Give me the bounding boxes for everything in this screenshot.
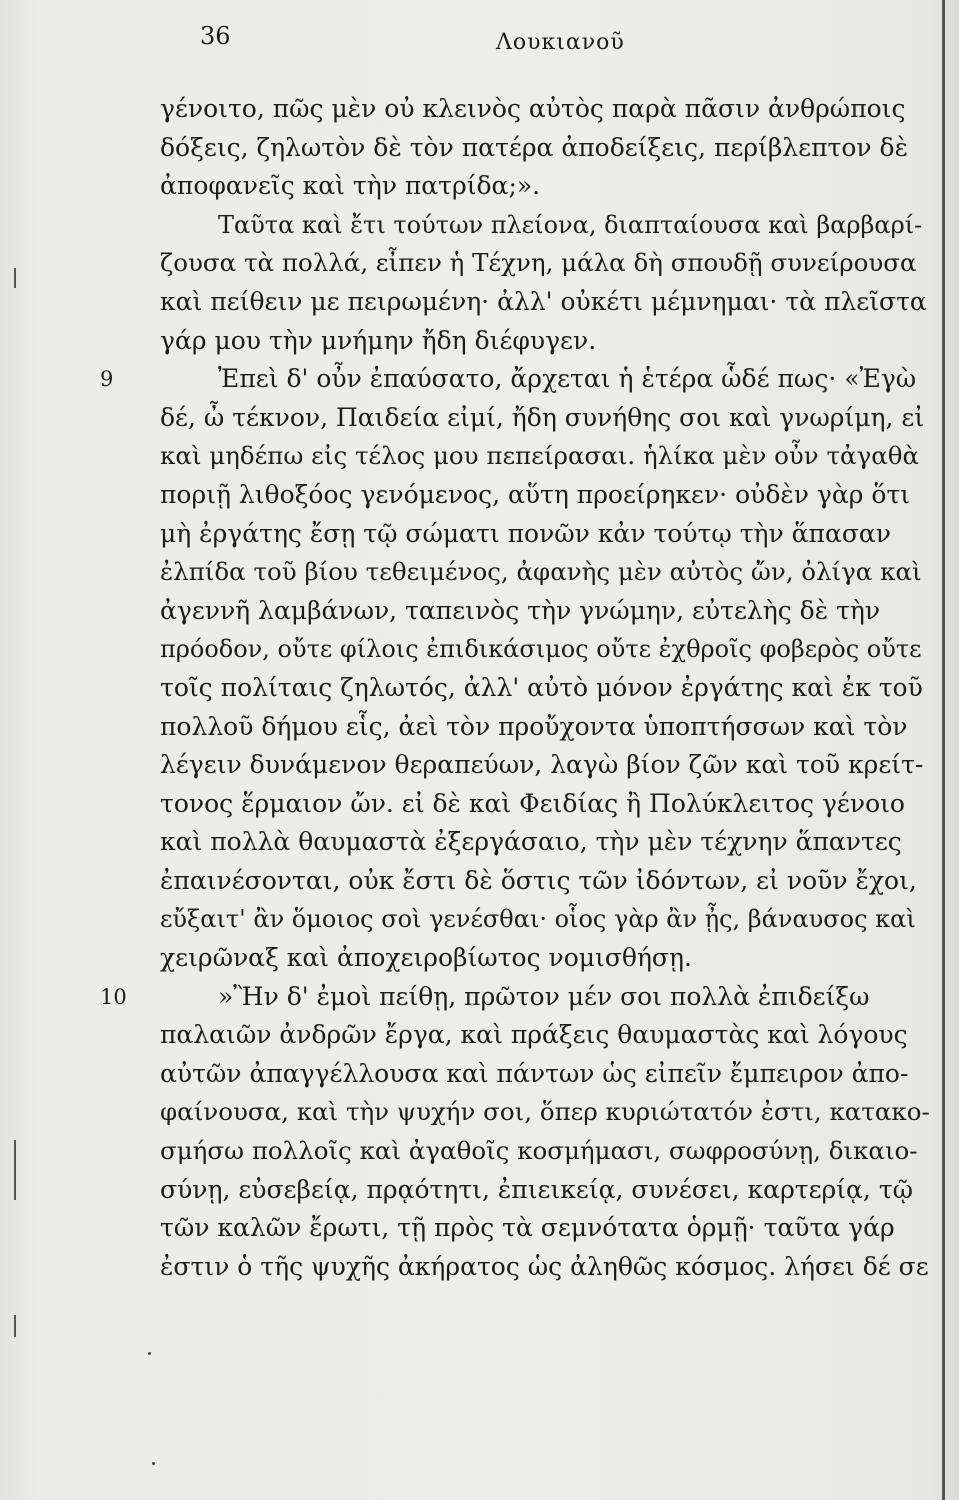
text-line-content: δέ, ὦ τέκνον, Παιδεία εἰμί, ἤδη συνήθης σοι καὶ γνωρίμη, εἰ xyxy=(160,402,925,432)
text-line xyxy=(160,244,930,283)
text-line-content: παλαιῶν ἀνδρῶν ἔργα, καὶ πράξεις θαυμαστὰς καὶ λόγους xyxy=(160,1020,908,1050)
text-line xyxy=(160,437,930,476)
text-line xyxy=(160,1209,930,1248)
text-line xyxy=(160,823,930,862)
text-line-content: πολλοῦ δήμου εἷς, ἀεὶ τὸν προὔχοντα ὑποπτήσσων καὶ τὸν xyxy=(160,711,908,741)
text-line-content: χειρῶναξ καὶ ἀποχειροβίωτος νομισθήσῃ. xyxy=(160,943,692,973)
text-line xyxy=(160,1055,930,1094)
text-line xyxy=(160,206,930,245)
text-line xyxy=(160,592,930,631)
text-line xyxy=(160,553,930,592)
text-line-content: σμήσω πολλοῖς καὶ ἀγαθοῖς κοσμήμασι, σωφροσύνῃ, δικαιο- xyxy=(160,1136,918,1166)
text-line xyxy=(160,1248,930,1287)
gutter-mark xyxy=(14,268,16,288)
text-line-content: ἐλπίδα τοῦ βίου τεθειμένος, ἀφανὴς μὲν αὐτὸς ὤν, ὀλίγα καὶ xyxy=(160,557,922,587)
text-line xyxy=(100,978,930,1017)
text-line xyxy=(160,399,930,438)
text-line-content: σύνῃ, εὐσεβείᾳ, πρᾳότητι, ἐπιεικείᾳ, συνέσει, καρτερίᾳ, τῷ xyxy=(160,1174,914,1204)
text-line-content: εὔξαιτ' ἂν ὅμοιος σοὶ γενέσθαι· οἷος γὰρ ἂν ᾖς, βάναυσος καὶ xyxy=(160,905,916,934)
text-line-content: ζουσα τὰ πολλά, εἶπεν ἡ Τέχνη, μάλα δὴ σπουδῇ συνείρουσα xyxy=(160,248,917,278)
text-line xyxy=(160,1132,930,1171)
text-line-content: λέγειν δυνάμενον θεραπεύων, λαγὼ βίον ζῶν καὶ τοῦ κρείτ- xyxy=(160,750,924,780)
text-line-content: τονος ἕρμαιον ὤν. εἰ δὲ καὶ Φειδίας ἢ Πολύκλειτος γένοιο xyxy=(160,788,905,818)
page-number: 36 xyxy=(200,22,231,50)
text-line-content: τοῖς πολίταις ζηλωτός, ἀλλ' αὐτὸ μόνον ἐργάτης καὶ ἐκ τοῦ xyxy=(160,672,923,702)
text-line-content: φαίνουσα, καὶ τὴν ψυχήν σοι, ὅπερ κυριώτατόν ἐστι, κατακο- xyxy=(160,1097,930,1127)
text-line xyxy=(160,129,930,168)
text-line-content: καὶ πείθειν με πειρωμένη· ἀλλ' οὐκέτι μέμνημαι· τὰ πλεῖστα xyxy=(160,286,927,316)
text-line xyxy=(100,360,930,399)
text-line-content: καὶ μηδέπω εἰς τέλος μου πεπείρασαι. ἡλίκα μὲν οὖν τἀγαθὰ xyxy=(160,441,920,471)
ink-speck xyxy=(152,1462,155,1465)
text-line xyxy=(160,322,930,361)
text-line-content: πρόοδον, οὔτε φίλοις ἐπιδικάσιμος οὔτε ἐχθροῖς φοβερὸς οὔτε xyxy=(160,635,922,664)
text-line-content: καὶ πολλὰ θαυμαστὰ ἐξεργάσαιο, τὴν μὲν τέχνην ἅπαντες xyxy=(160,827,902,857)
section-number-9: 9 xyxy=(100,367,114,392)
text-line xyxy=(160,515,930,554)
section-number-10: 10 xyxy=(100,984,127,1009)
running-title: Λουκιανοῦ xyxy=(496,30,625,55)
text-line-content: ἐστιν ὁ τῆς ψυχῆς ἀκήρατος ὡς ἀληθῶς κόσμος. λήσει δέ σε xyxy=(160,1251,929,1281)
text-line xyxy=(160,862,930,901)
text-line xyxy=(160,1093,930,1132)
text-line-content: γένοιτο, πῶς μὲν οὐ κλεινὸς αὐτὸς παρὰ πᾶσιν ἀνθρώποις xyxy=(160,94,906,123)
text-line-content: »Ἢν δ' ἐμοὶ πείθῃ, πρῶτον μέν σοι πολλὰ ἐπιδείξω xyxy=(218,981,870,1011)
gutter-mark xyxy=(14,1140,16,1200)
text-line xyxy=(160,1016,930,1055)
text-line-content: τῶν καλῶν ἔρωτι, τῇ πρὸς τὰ σεμνότατα ὁρμῇ· ταῦτα γάρ xyxy=(160,1213,895,1243)
text-line xyxy=(160,630,930,669)
text-line-content: ἀποφανεῖς καὶ τὴν πατρίδα;». xyxy=(160,171,541,201)
text-line xyxy=(160,1171,930,1210)
text-line xyxy=(160,90,930,129)
text-line-content: δόξεις, ζηλωτὸν δὲ τὸν πατέρα ἀποδείξεις, περίβλεπτον δὲ xyxy=(160,132,909,162)
gutter-mark xyxy=(14,1315,16,1337)
main-text xyxy=(100,90,930,1286)
ink-speck xyxy=(148,1352,151,1355)
text-line xyxy=(160,900,930,939)
page-edge-shadow xyxy=(942,0,945,1500)
text-line xyxy=(160,476,930,515)
text-line-content: Ταῦτα καὶ ἔτι τούτων πλείονα, διαπταίουσα καὶ βαρβαρί- xyxy=(218,210,923,239)
text-line-content: αὐτῶν ἀπαγγέλλουσα καὶ πάντων ὡς εἰπεῖν ἔμπειρον ἀπο- xyxy=(160,1058,909,1088)
text-line xyxy=(160,939,930,978)
text-line xyxy=(160,746,930,785)
text-line-content: ποριῇ λιθοξόος γενόμενος, αὕτη προείρηκεν· οὐδὲν γὰρ ὅτι xyxy=(160,479,911,509)
text-line-content: γάρ μου τὴν μνήμην ἤδη διέφυγεν. xyxy=(160,325,597,355)
page-header xyxy=(0,20,959,60)
text-line-content: ἐπαινέσονται, οὐκ ἔστι δὲ ὅστις τῶν ἰδόντων, εἰ νοῦν ἔχοι, xyxy=(160,865,917,895)
text-line-content: Ἐπεὶ δ' οὖν ἐπαύσατο, ἄρχεται ἡ ἑτέρα ὧδέ πως· «Ἐγὼ xyxy=(218,364,917,394)
text-line xyxy=(160,283,930,322)
text-line xyxy=(160,785,930,824)
text-line-content: ἀγεννῆ λαμβάνων, ταπεινὸς τὴν γνώμην, εὐτελὴς δὲ τὴν xyxy=(160,595,881,625)
text-line xyxy=(160,669,930,708)
text-line-content: μὴ ἐργάτης ἔσῃ τῷ σώματι πονῶν κἀν τούτῳ τὴν ἅπασαν xyxy=(160,518,891,548)
text-line xyxy=(160,708,930,747)
text-line xyxy=(160,167,930,206)
